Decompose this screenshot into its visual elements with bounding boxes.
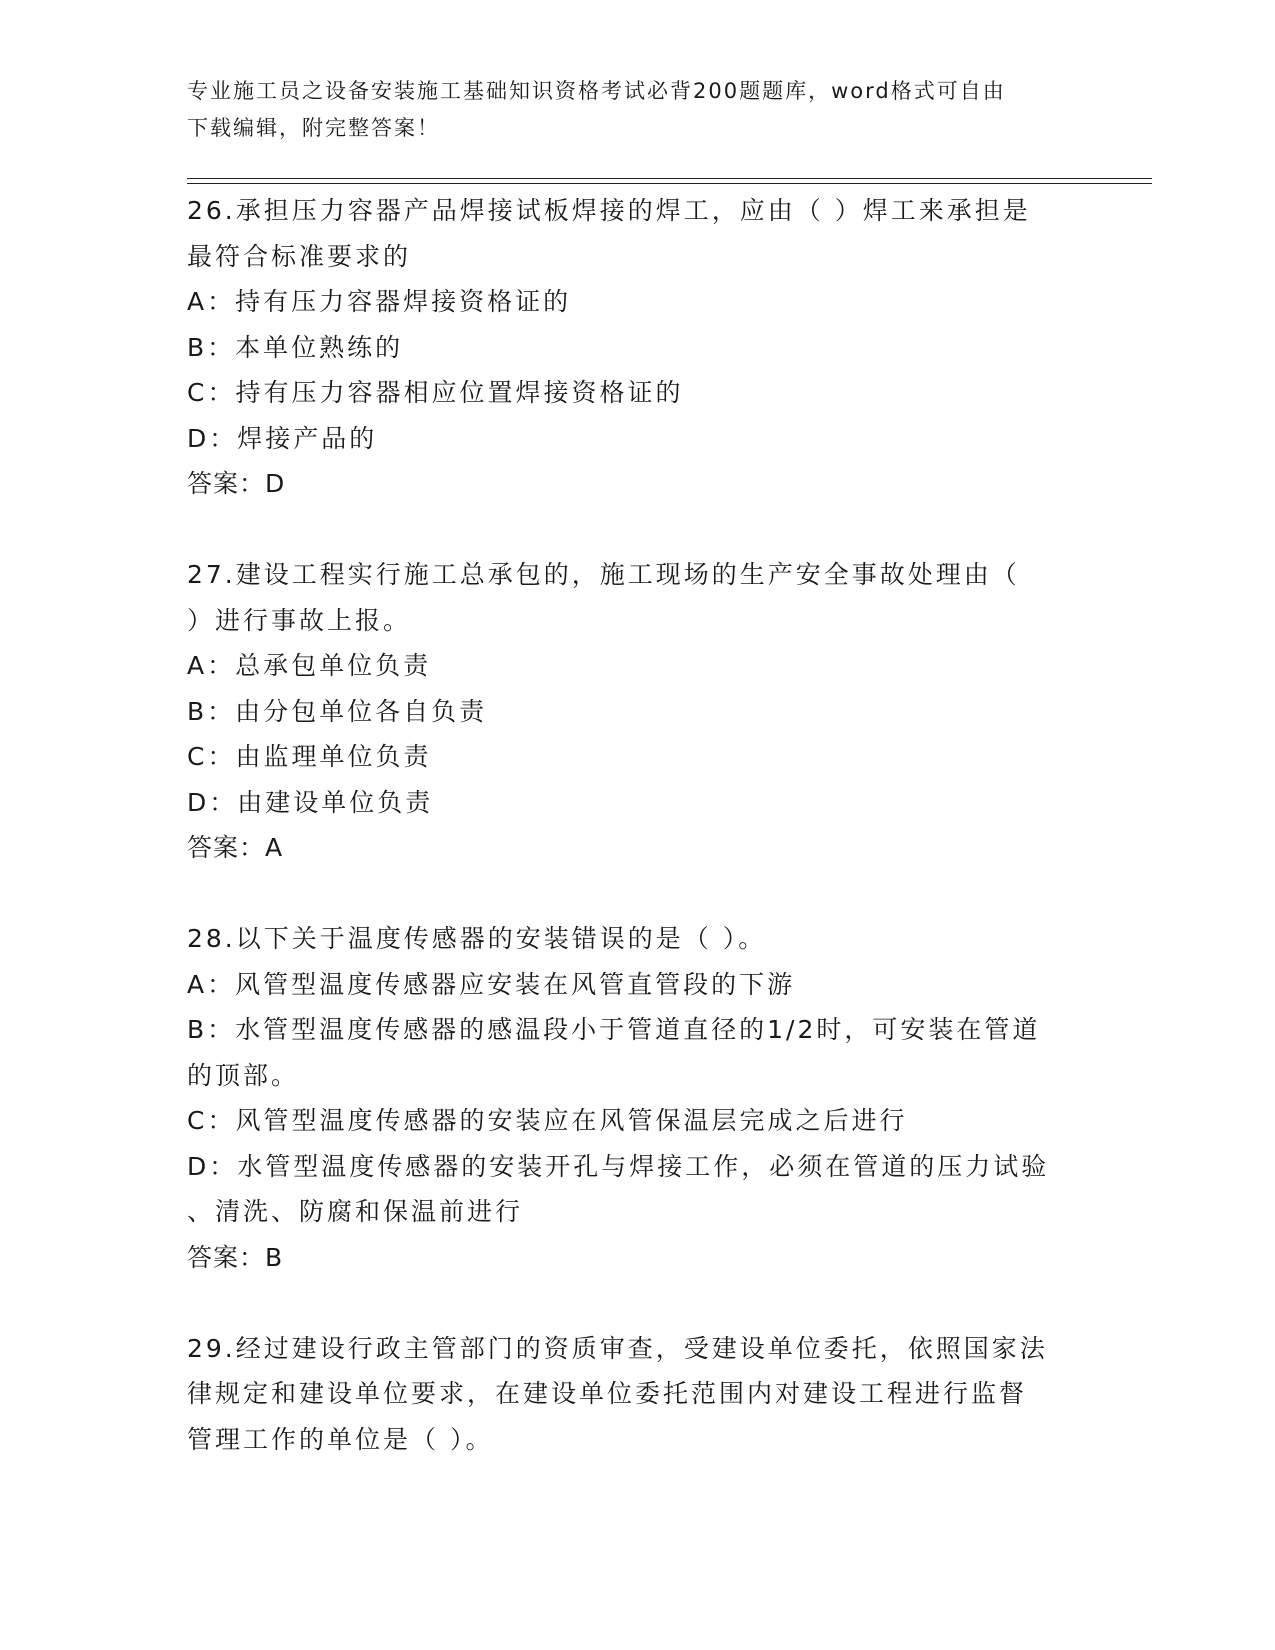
question-spacer: [187, 1280, 1067, 1326]
option-d: D：水管型温度传感器的安装开孔与焊接工作，必须在管道的压力试验: [187, 1151, 1050, 1181]
option-b: B：本单位熟练的: [187, 332, 404, 362]
option-d: D：焊接产品的: [187, 423, 378, 453]
answer-label: 答案：A: [187, 833, 284, 862]
question-stem-line: 26.承担压力容器产品焊接试板焊接的焊工，应由（ ）焊工来承担是: [187, 196, 1031, 225]
option-b-continued: 的顶部。: [187, 1060, 300, 1090]
option-d: D：由建设单位负责: [187, 787, 434, 817]
question-stem-line: 律规定和建设单位要求，在建设单位委托范围内对建设工程进行监督: [187, 1379, 1028, 1408]
question-stem-line: 最符合标准要求的: [187, 241, 412, 271]
question-stem-line: 管理工作的单位是（ ）。: [187, 1424, 494, 1454]
header-line-1: 专业施工员之设备安装施工基础知识资格考试必背200题题库，word格式可自由: [187, 79, 1006, 103]
header-line-2: 下载编辑，附完整答案！: [187, 116, 440, 140]
question-list: [187, 188, 1067, 1462]
question-27: [187, 552, 1067, 871]
option-a: A：总承包单位负责: [187, 651, 432, 680]
question-spacer: [187, 507, 1067, 553]
question-stem-line: 27.建设工程实行施工总承包的，施工现场的生产安全事故处理由（: [187, 560, 1020, 589]
option-a: A：风管型温度传感器应安装在风管直管段的下游: [187, 969, 796, 999]
option-c: C：风管型温度传感器的安装应在风管保温层完成之后进行: [187, 1106, 908, 1135]
answer-label: 答案：D: [187, 469, 286, 498]
question-stem-line: 29.经过建设行政主管部门的资质审查，受建设单位委托，依照国家法: [187, 1333, 1048, 1363]
option-b: B：由分包单位各自负责: [187, 696, 488, 726]
option-c: C：由监理单位负责: [187, 742, 432, 771]
header-divider-bottom: [187, 183, 1152, 184]
question-stem-line: 28.以下关于温度传感器的安装错误的是（ ）。: [187, 924, 767, 953]
question-26: [187, 188, 1067, 507]
option-c: C：持有压力容器相应位置焊接资格证的: [187, 378, 684, 407]
question-28: [187, 916, 1067, 1280]
header-divider-top: [187, 178, 1152, 179]
question-29: [187, 1326, 1067, 1463]
document-header: [187, 73, 1067, 147]
option-a: A：持有压力容器焊接资格证的: [187, 287, 572, 316]
question-stem-line: ）进行事故上报。: [187, 605, 412, 635]
option-d-continued: 、清洗、防腐和保温前进行: [187, 1197, 524, 1226]
answer-label: 答案：B: [187, 1242, 284, 1272]
question-spacer: [187, 871, 1067, 917]
option-b: B：水管型温度传感器的感温段小于管道直径的1/2时，可安装在管道: [187, 1015, 1041, 1044]
